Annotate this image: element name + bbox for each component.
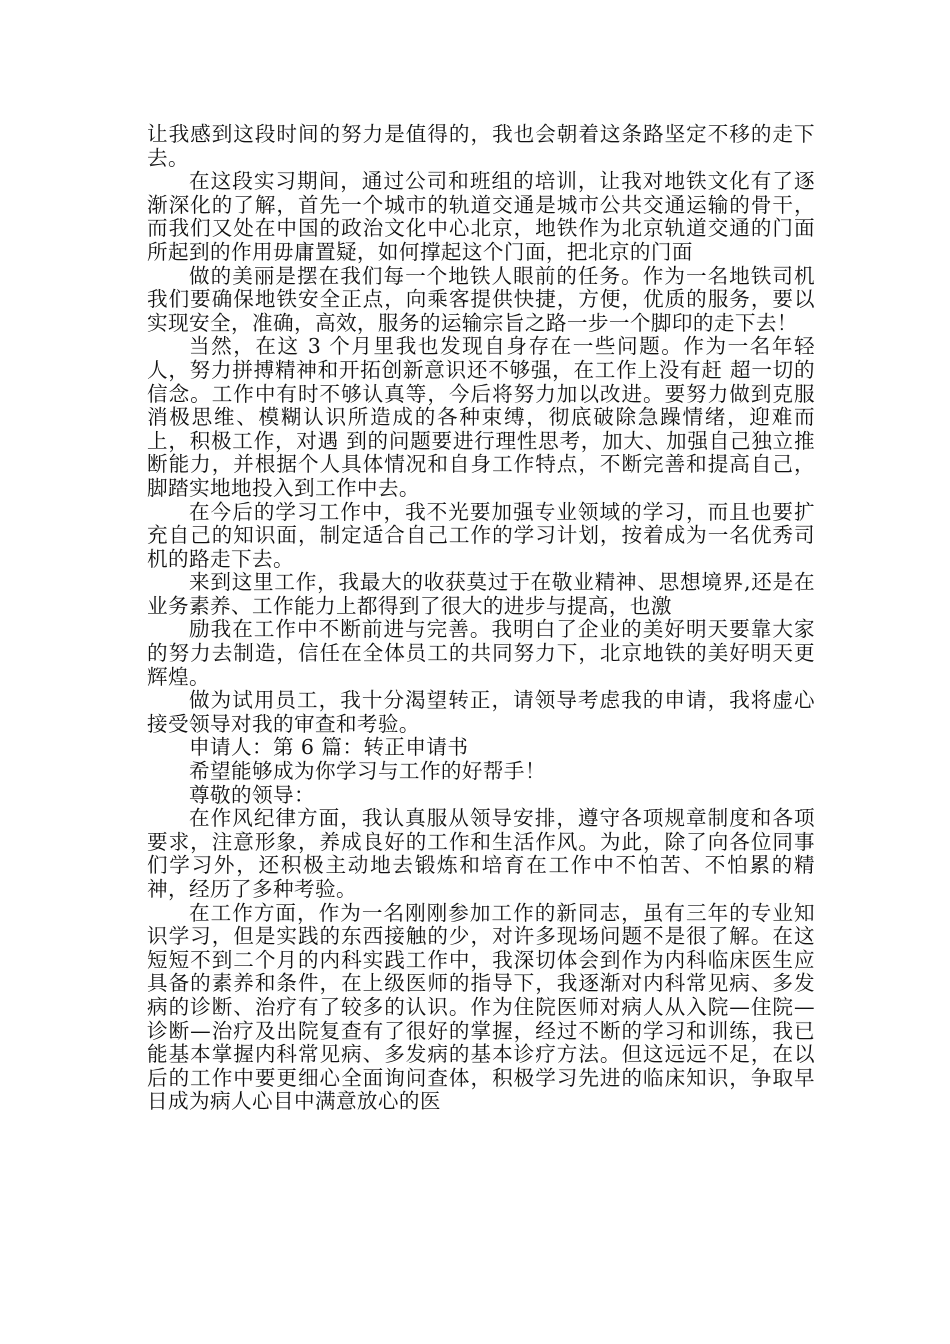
paragraph: 希望能够成为你学习与工作的好帮手！ (189, 759, 546, 784)
paragraph: 做为试用员工，我十分渴望转正，请领导考虑我的申请，我将虚心接受领导对我的审查和考验。 (147, 688, 815, 736)
paragraph: 在作风纪律方面，我认真服从领导安排，遵守各项规章制度和各项要求，注意形象，养成良好的工作和生活作风。为此，除了向各位同事们学习外，还积极主动地去锻炼和培育在工作中不怕苦、不怕累的精神，经历了多种考验。 (147, 806, 815, 901)
paragraph: 励我在工作中不断前进与完善。我明白了企业的美好明天要靠大家的努力去制造，信任在全体员工的共同努力下，北京地铁的美好明天更辉煌。 (147, 617, 815, 689)
paragraph: 在今后的学习工作中，我不光要加强专业领域的学习，而且也要扩充自己的知识面，制定适合自己工作的学习计划，按着成为一名优秀司机的路走下去。 (147, 499, 815, 571)
document-body (147, 123, 815, 1114)
paragraph: 来到这里工作，我最大的收获莫过于在敬业精神、思想境界,还是在业务素养、工作能力上都得到了很大的进步与提高，也激 (147, 570, 815, 618)
paragraph: 当然，在这 3 个月里我也发现自身存在一些问题。作为一名年轻人，努力拼搏精神和开拓创新意识还不够强，在工作上没有赶 超一切的信念。工作中有时不够认真等，今后将努力加以改进。要努力做到克服消极思维、模糊认识所造成的各种束缚，彻底破除急躁情绪，迎难而上，积极工作，对遇 到的问题要进行理性思考，加大、加强自己独立推断能力，并根据个人具体情况和自身工作特点，不断完善和提高自己，脚踏实地地投入到工作中去。 (147, 334, 815, 500)
paragraph: 在工作方面，作为一名刚刚参加工作的新同志，虽有三年的专业知识学习，但是实践的东西接触的少，对许多现场问题不是很了解。在这短短不到二个月的内科实践工作中，我深切体会到作为内科临床医生应具备的素养和条件，在上级医师的指导下，我逐渐对内科常见病、多发病的诊断、治疗有了较多的认识。作为住院医师对病人从入院—住院—诊断—治疗及出院复查有了很好的掌握，经过不断的学习和训练，我已能基本掌握内科常见病、多发病的基本诊疗方法。但这远远不足，在以后的工作中要更细心全面询问查体，积极学习先进的临床知识，争取早日成为病人心目中满意放心的医 (147, 900, 815, 1114)
paragraph: 在这段实习期间，通过公司和班组的培训，让我对地铁文化有了逐渐深化的了解，首先一个城市的轨道交通是城市公共交通运输的骨干，而我们又处在中国的政治文化中心北京，地铁作为北京轨道交通的门面所起到的作用毋庸置疑，如何撑起这个门面，把北京的门面 (147, 169, 815, 264)
salutation: 尊敬的领导： (189, 782, 315, 807)
signature-line: 申请人：第 6 篇：转正申请书 (189, 735, 469, 760)
paragraph: 让我感到这段时间的努力是值得的，我也会朝着这条路坚定不移的走下去。 (147, 122, 815, 170)
paragraph: 做的美丽是摆在我们每一个地铁人眼前的任务。作为一名地铁司机我们要确保地铁安全正点，向乘客提供快捷，方便，优质的服务，要以实现安全，准确，高效，服务的运输宗旨之路一步一个脚印的走下去！ (147, 263, 815, 335)
